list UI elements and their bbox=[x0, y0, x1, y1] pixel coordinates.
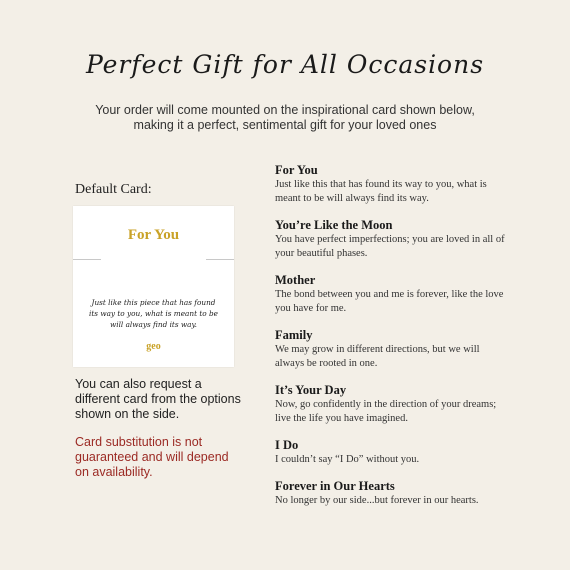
card-message: Just like this piece that has found its way to you, what is meant to be will always find its way. bbox=[89, 298, 218, 329]
card-option-name: It’s Your Day bbox=[275, 383, 347, 397]
card-option bbox=[275, 272, 505, 316]
card-option-text: Now, go confidently in the direction of your dreams; live the life you have imagined. bbox=[275, 399, 497, 424]
substitution-warning: Card substitution is not guaranteed and will depend on availability. bbox=[75, 435, 229, 479]
default-card-image bbox=[73, 206, 234, 367]
card-option-text: You have perfect imperfections; you are loved in all of your beautiful phases. bbox=[275, 234, 505, 259]
subtitle-line-2: making it a perfect, sentimental gift for your loved ones bbox=[133, 118, 437, 132]
card-option-name: Mother bbox=[275, 273, 316, 287]
page-title: Perfect Gift for All Occasions bbox=[85, 50, 485, 79]
card-option bbox=[275, 162, 505, 206]
card-option-text: I couldn’t say “I Do” without you. bbox=[275, 454, 420, 465]
card-option-text: Just like this that has found its way to you, what is meant to be will always find its way. bbox=[275, 179, 487, 204]
card-option bbox=[275, 437, 505, 467]
card-option bbox=[275, 327, 505, 371]
card-option-name: Forever in Our Hearts bbox=[275, 479, 395, 493]
card-option-name: You’re Like the Moon bbox=[275, 218, 393, 232]
card-option bbox=[275, 478, 505, 508]
card-fold-line-left bbox=[73, 259, 101, 260]
card-option-text: We may grow in different directions, but we will always be rooted in one. bbox=[275, 344, 480, 369]
default-card-label: Default Card: bbox=[75, 182, 152, 197]
card-option-name: I Do bbox=[275, 438, 299, 452]
page-subtitle bbox=[60, 103, 510, 133]
card-option-text: No longer by our side...but forever in our hearts. bbox=[275, 495, 479, 506]
card-option-name: For You bbox=[275, 163, 318, 177]
card-option-name: Family bbox=[275, 328, 313, 342]
card-option-text: The bond between you and me is forever, like the love you have for me. bbox=[275, 289, 504, 314]
card-fold-line-right bbox=[206, 259, 234, 260]
card-option bbox=[275, 382, 505, 426]
card-title: For You bbox=[127, 227, 180, 243]
card-options-list bbox=[275, 162, 505, 519]
request-note: You can also request a different card from the options shown on the side. bbox=[75, 377, 241, 421]
card-signature: geo bbox=[146, 341, 161, 352]
card-option bbox=[275, 217, 505, 261]
subtitle-line-1: Your order will come mounted on the inspirational card shown below, bbox=[95, 103, 475, 117]
